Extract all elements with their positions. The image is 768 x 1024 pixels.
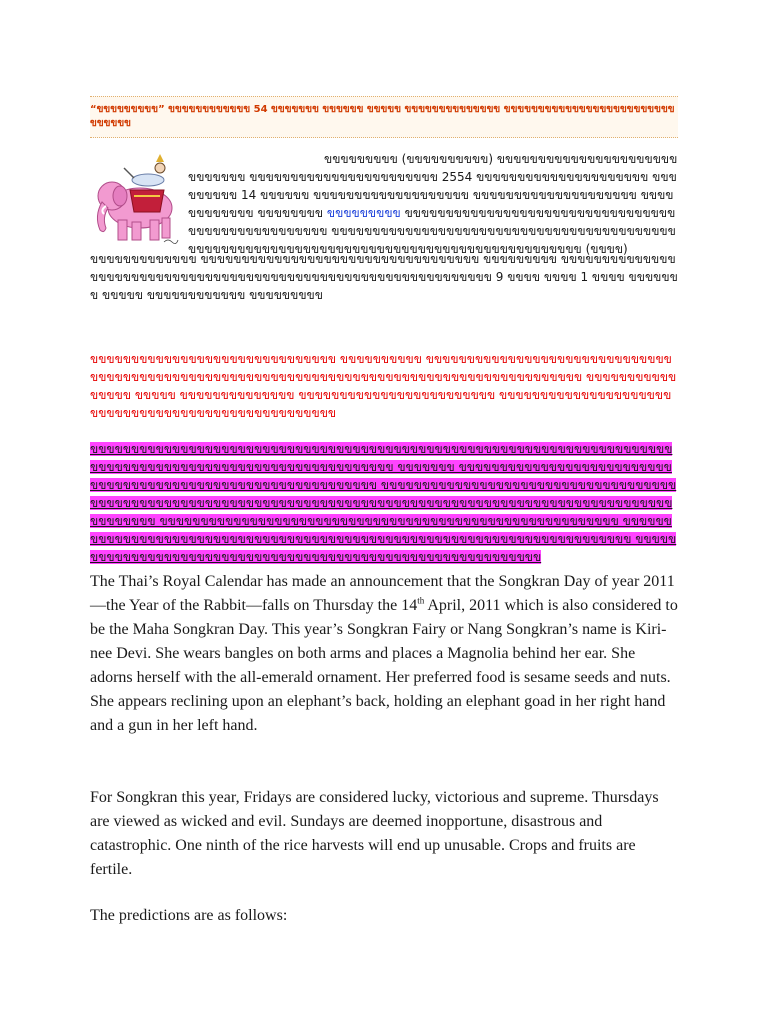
thai-paragraph-1-text-b: ขขขขขขขขขขขขขขขขขขขขขขขขขขขขขขขขขขขขขขขขขขขขขขขขขข ขขขขขขขขขขขขขขขขขขขขขขขขขขขขขขขขขขขขขขขขขขขขขขขขขขขขขขขขขขขขขขขขขขขขขขขขขขขขขขขขขขขขขขขขขข (ขขขข) — [188, 206, 676, 256]
english-paragraph-1 — [90, 570, 680, 738]
notice-banner: “ขขขขขขขขข” ขขขขขขขขขขขข 54 ขขขขขขข ขขขขขข ขขขขข ขขขขขขขขขขขขขข ขขขขขขขขขขขขขขขขขขขขขขขขขขขขขขข — [90, 96, 678, 138]
highlighted-text: ขขขขขขขขขขขขขขขขขขขขขขขขขขขขขขขขขขขขขขขขขขขขขขขขขขขขขขขขขขขขขขขขขขขขขขขขขขขขขขขขขขขขขขขขขขขขขขขขขขขขขขขขขขขข ขขขขขขข ขขขขขขขขขขขขขขขขขขขขขขขขขขขขขขขขขขขขขขขขขขขขขขขขขขขขขขขขขขขขข ขขขขขขขขขขขขขขขขขขขขขขขขขขขขขขขขขขขขขขขขขขขขขขขขขขขขขขขขขขขขขขขขขขขขขขขขขขขขขขขขขขขขขขขขขขขขขขขขขขขขขขขขขขขขขขขขขขข ขขขขขขขขขขขขขขขขขขขขขขขขขขขขขขขขขขขขขขขขขขขขขขขขขขขขขขขข ขขขขขขขขขขขขขขขขขขขขขขขขขขขขขขขขขขขขขขขขขขขขขขขขขขขขขขขขขขขขขขขขขขขขขขขข ขขขขข ขขขขขขขขขขขขขขขขขขขขขขขขขขขขขขขขขขขขขขขขขขขขขขขขขขขขขขข — [90, 442, 677, 564]
english-paragraph-1-a: The Thai’s Royal Calendar has made an announcement that the Songkran Day of year 2011—the Year of the Rabbit—falls on Thursday the 14 — [90, 573, 675, 614]
thai-paragraph-4-highlighted — [90, 440, 678, 566]
superscript-th: th — [417, 595, 425, 606]
songkran-fairy-elephant-illustration — [90, 150, 182, 246]
thai-paragraph-1-text-a: ขขขขขขขขข (ขขขขขขขขขข) ขขขขขขขขขขขขขขขขขขขขขขขขขขขขข ขขขขขขขขขขขขขขขขขขขขขขข 2554 ขขขขขขขขขขขขขขขขขขขขข ขขขขขขขขข 14 ขขขขขข ขขขขขขขขขขขขขขขขขขข ขขขขขขขขขขขขขขขขขขขข ขขขขขขขขขขขข ขขขขขขขข — [188, 152, 678, 220]
english-paragraph-2: For Songkran this year, Fridays are considered lucky, victorious and supreme. Thursdays are viewed as wicked and evil. Sundays are deemed inopportune, disastrous and catastrophic. One ninth of the rice harvests will end up unusable. Crops and fruits are fertile. — [90, 789, 659, 878]
thai-paragraph-2: ขขขขขขขขขขขขข ขขขขขขขขขขขขขขขขขขขขขขขขขขขขขขขขขข ขขขขขขขขข ขขขขขขขขขขขขขขขขขขขขขขขขขขขขขขขขขขขขขขขขขขขขขขขขขขขขขขขขขขขขขขข 9 ขขขข ขขขข 1 ขขขข ขขขขขขข ขขขขข ขขขขขขขขขขขข ขขขขขขขขข — [90, 252, 678, 302]
english-paragraph-1-b: April, 2011 which is also considered to be the Maha Songkran Day. This year’s Songkran Fairy or Nang Songkran’s name is Kiri-nee Devi. She wears bangles on both arms and places a Magnolia behind her ear. She adorns herself with the all-emerald ornament. Her preferred food is sesame seeds and nuts. She appears reclining upon an elephant’s back, holding an elephant goad in her right hand and a gun in her left hand. — [90, 597, 678, 734]
thai-inline-link[interactable]: ขขขขขขขขข — [326, 206, 401, 220]
thai-paragraph-3-red: ขขขขขขขขขขขขขขขขขขขขขขขขขขขขขข ขขขขขขขขขข ขขขขขขขขขขขขขขขขขขขขขขขขขขขขขขขขขขขขขขขขขขขขขขขขขขขขขขขขขขขขขขขขขขขขขขขขขขขขขขขขขขขขขขขขขข ขขขขขขขขขขขขขขขข ขขขขข ขขขขขขขขขขขขขข ขขขขขขขขขขขขขขขขขขขขขขขข ขขขขขขขขขขขขขขขขขขขขขขขขขขขขขขขขขขขขขขขขขขขขขขขขขขข — [90, 352, 677, 420]
english-paragraph-3: The predictions are as follows: — [90, 907, 288, 924]
thai-paragraph-1 — [90, 150, 678, 258]
